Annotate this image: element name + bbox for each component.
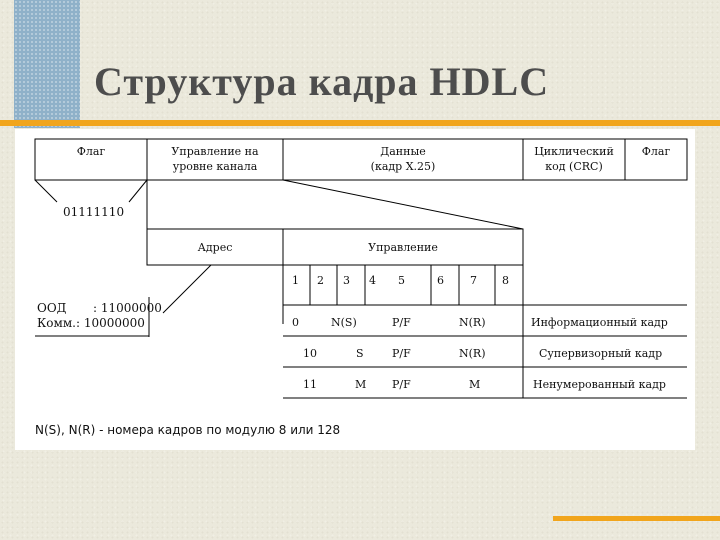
row1-type-bits: 0 — [292, 316, 299, 329]
row2-field-b: N(R) — [459, 347, 486, 360]
row3-pf: P/F — [392, 378, 411, 391]
hdlc-frame-diagram — [15, 129, 695, 450]
row1-pf: P/F — [392, 316, 411, 329]
flag-end-label: Флаг — [641, 145, 671, 158]
bit-number-5: 5 — [398, 274, 405, 287]
flag-start-label: Флаг — [76, 145, 106, 158]
comm-value: Комм.: 10000000 — [37, 316, 145, 330]
row3-type-bits: 11 — [303, 378, 317, 391]
flag-bits: 01111110 — [63, 205, 125, 219]
slide-title: Структура кадра HDLC — [94, 59, 550, 104]
row1-field-b: N(R) — [459, 316, 486, 329]
data-label-1: Данные — [380, 145, 426, 158]
bit-number-2: 2 — [317, 274, 324, 287]
bottom-accent-line — [553, 516, 720, 521]
bit-number-4: 4 — [369, 274, 376, 287]
bit-number-1: 1 — [292, 274, 299, 287]
bit-number-6: 6 — [437, 274, 444, 287]
footnote: N(S), N(R) - номера кадров по модулю 8 или 128 — [35, 423, 341, 437]
address-label: Адрес — [197, 241, 233, 254]
crc-label-2: код (CRC) — [545, 160, 603, 173]
ood-value: : 11000000 — [93, 301, 162, 315]
data-label-2: (кадр X.25) — [370, 160, 436, 173]
decorative-side-bar — [14, 0, 80, 128]
row1-field-a: N(S) — [331, 316, 357, 329]
row2-type-bits: 10 — [303, 347, 317, 360]
row2-field-a: S — [356, 347, 364, 360]
row3-field-a: M — [355, 378, 367, 391]
ood-label: ООД — [37, 301, 67, 315]
row2-frame-name: Супервизорный кадр — [539, 347, 663, 360]
control-link-label-2: уровне канала — [172, 160, 258, 173]
diagram-lines — [15, 129, 695, 450]
title-underline — [0, 120, 720, 126]
row3-frame-name: Ненумерованный кадр — [533, 378, 666, 391]
control-link-label-1: Управление на — [171, 145, 259, 158]
control-label: Управление — [368, 241, 438, 254]
bit-number-3: 3 — [343, 274, 350, 287]
row2-pf: P/F — [392, 347, 411, 360]
row3-field-b: M — [469, 378, 481, 391]
bit-number-7: 7 — [470, 274, 477, 287]
bit-number-8: 8 — [502, 274, 509, 287]
crc-label-1: Циклический — [534, 145, 614, 158]
row1-frame-name: Информационный кадр — [531, 316, 668, 329]
